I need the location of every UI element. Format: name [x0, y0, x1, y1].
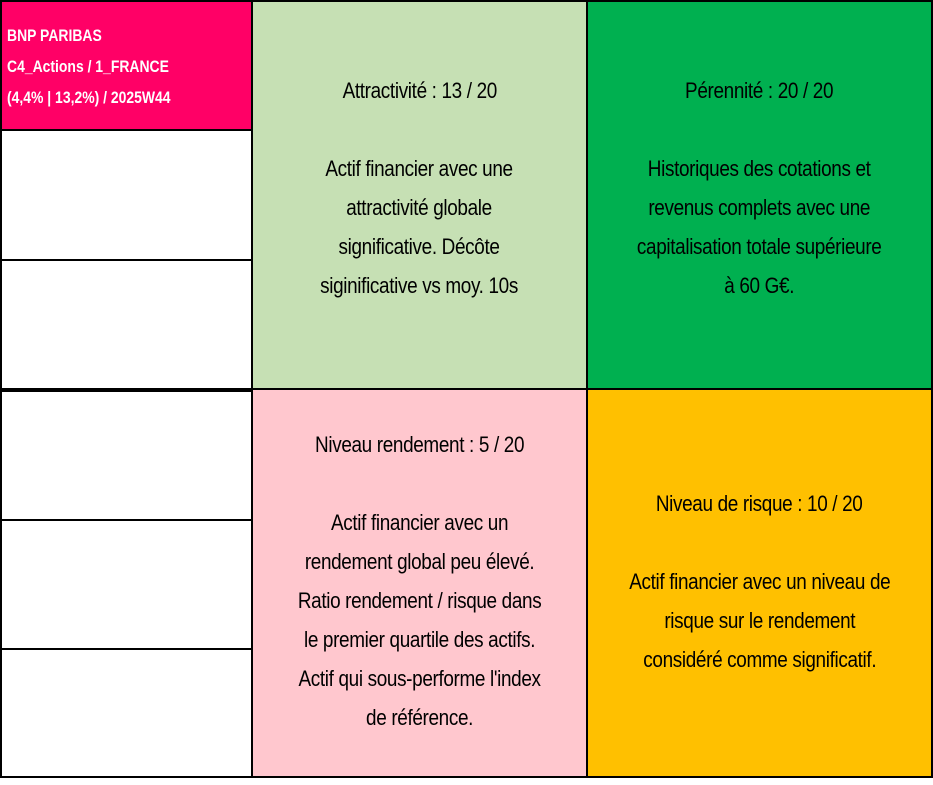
perennite-description: Historiques des cotations et revenus complets avec une capitalisation totale supérieure à 60 G€. — [637, 156, 882, 298]
asset-name: BNP PARIBAS — [7, 26, 102, 45]
table-bottom-border — [0, 776, 933, 778]
blank-cell — [0, 259, 253, 390]
rendement-description: Actif financier avec un rendement global peu élevé. Ratio rendement / risque dans le premier quartile des actifs. Actif qui sous-performe l'index de référence. — [297, 510, 542, 730]
attractivite-description: Actif financier avec une attractivité globale significative. Décôte siginificative vs moy. 10s — [320, 156, 519, 298]
risque-score: Niveau de risque : 10 / 20 — [656, 490, 863, 516]
perennite-score: Pérennité : 20 / 20 — [685, 78, 834, 103]
blank-cell — [0, 519, 253, 650]
perennite-cell — [586, 0, 933, 390]
blank-cell — [0, 648, 253, 778]
rendement-cell — [251, 388, 588, 778]
risque-description: Actif financier avec un niveau de risque sur le rendement considéré comme significatif. — [628, 568, 891, 672]
blank-cell — [0, 129, 253, 261]
asset-category: C4_Actions / 1_FRANCE — [7, 57, 169, 76]
attractivite-score: Attractivité : 13 / 20 — [342, 78, 497, 103]
rendement-score: Niveau rendement : 5 / 20 — [314, 432, 525, 457]
attractivite-cell — [251, 0, 588, 390]
asset-stats: (4,4% | 13,2%) / 2025W44 — [7, 88, 171, 107]
blank-cell — [0, 390, 253, 521]
asset-header — [0, 0, 253, 131]
risque-cell — [586, 388, 933, 778]
